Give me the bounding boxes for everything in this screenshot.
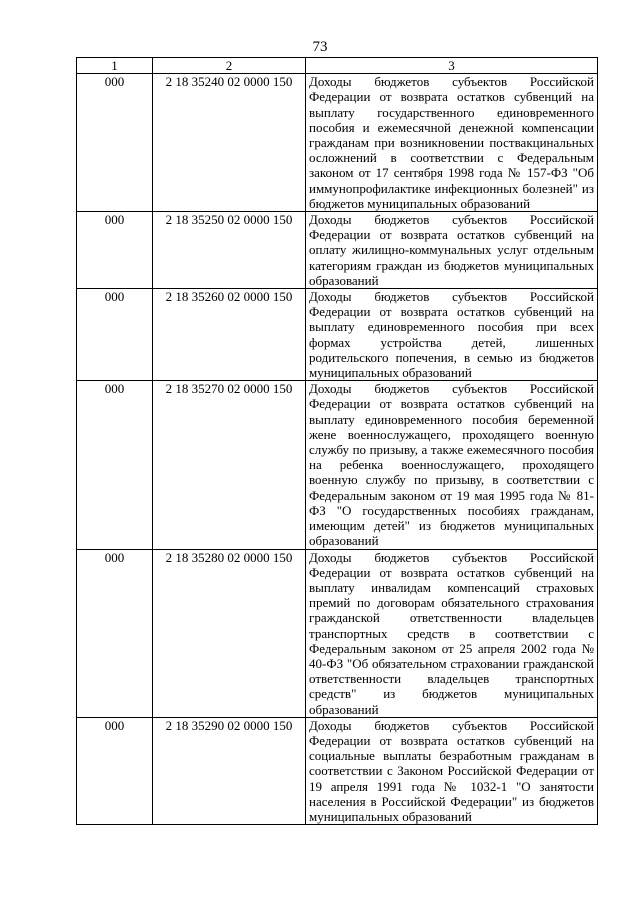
table-row — [77, 212, 598, 289]
admin-code-cell: 000 — [77, 74, 153, 212]
income-description-cell: Доходы бюджетов субъектов Российской Федерации от возврата остатков субвенций на выплату государственного единовременного пособия и ежемесячной денежной компенсации гражданам при возникновении поствакцинальных осложнений в соответствии с Федеральным законом от 17 сентября 1998 года № 157-ФЗ "Об иммунопрофилактике инфекционных болезней" из бюджетов муниципальных образований — [306, 74, 598, 212]
page-number: 73 — [312, 39, 328, 55]
column-header-1: 1 — [77, 58, 153, 74]
table-row — [77, 289, 598, 381]
income-description-cell: Доходы бюджетов субъектов Российской Федерации от возврата остатков субвенций на оплату жилищно-коммунальных услуг отдельным категориям граждан из бюджетов муниципальных образований — [306, 212, 598, 289]
budget-classification-code-cell: 2 18 35260 02 0000 150 — [153, 289, 306, 381]
admin-code-cell: 000 — [77, 549, 153, 717]
column-header-3: 3 — [306, 58, 598, 74]
income-description-cell: Доходы бюджетов субъектов Российской Федерации от возврата остатков субвенций на социальные выплаты безработным гражданам в соответствии с Законом Российской Федерации от 19 апреля 1991 года № 1032-1 "О занятости населения в Российской Федерации" из бюджетов муниципальных образований — [306, 717, 598, 824]
income-description-cell: Доходы бюджетов субъектов Российской Федерации от возврата остатков субвенций на выплату единовременного пособия беременной жене военнослужащего, проходящего военную службу по призыву, а также ежемесячного пособия на ребенка военнослужащего, проходящего военную службу по призыву, в соответствии с Федеральным законом от 19 мая 1995 года № 81-ФЗ "О государственных пособиях гражданам, имеющим детей" из бюджетов муниципальных образований — [306, 381, 598, 549]
table-row — [77, 549, 598, 717]
table-row — [77, 74, 598, 212]
column-header-2: 2 — [153, 58, 306, 74]
admin-code-cell: 000 — [77, 381, 153, 549]
budget-classification-code-cell: 2 18 35290 02 0000 150 — [153, 717, 306, 824]
budget-classification-code-cell: 2 18 35240 02 0000 150 — [153, 74, 306, 212]
table-header-row — [77, 58, 598, 74]
table-row — [77, 381, 598, 549]
budget-codes-table — [76, 57, 598, 825]
admin-code-cell: 000 — [77, 289, 153, 381]
budget-classification-code-cell: 2 18 35270 02 0000 150 — [153, 381, 306, 549]
admin-code-cell: 000 — [77, 212, 153, 289]
income-description-cell: Доходы бюджетов субъектов Российской Федерации от возврата остатков субвенций на выплату инвалидам компенсаций страховых премий по договорам обязательного страхования гражданской ответственности владельцев транспортных средств в соответствии с Федеральным законом от 25 апреля 2002 года № 40-ФЗ "Об обязательном страховании гражданской ответственности владельцев транспортных средств" из бюджетов муниципальных образований — [306, 549, 598, 717]
budget-classification-code-cell: 2 18 35280 02 0000 150 — [153, 549, 306, 717]
budget-classification-code-cell: 2 18 35250 02 0000 150 — [153, 212, 306, 289]
table-row — [77, 717, 598, 824]
income-description-cell: Доходы бюджетов субъектов Российской Федерации от возврата остатков субвенций на выплату единовременного пособия при всех формах устройства детей, лишенных родительского попечения, в семью из бюджетов муниципальных образований — [306, 289, 598, 381]
admin-code-cell: 000 — [77, 717, 153, 824]
